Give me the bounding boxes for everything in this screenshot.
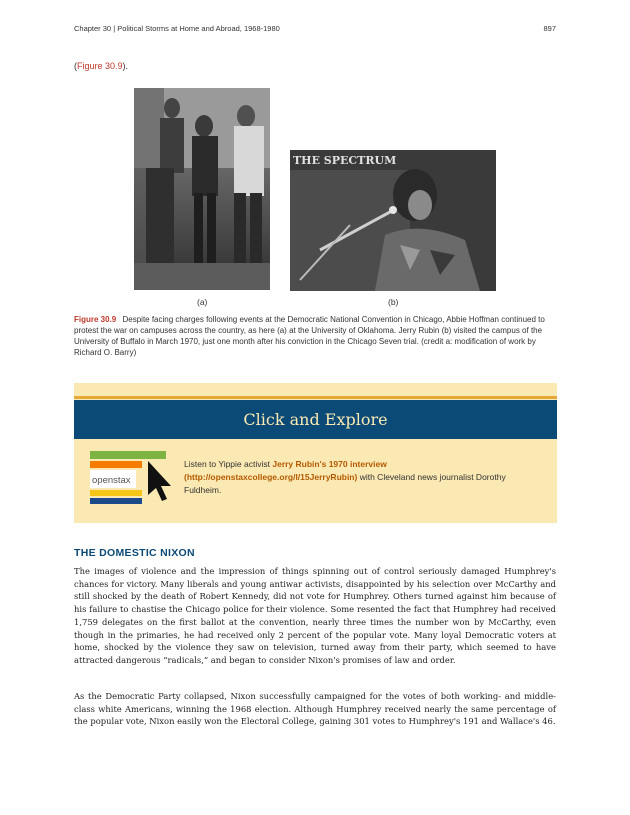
chapter-title: Chapter 30 | Political Storms at Home and Abroad, 1968-1980 [74,24,280,33]
figure-reference [74,61,128,71]
photo-abbie-hoffman-protest [134,88,270,290]
banner-stripe [74,396,557,399]
paragraph-2: As the Democratic Party collapsed, Nixon successfully campaigned for the votes of both working- and middle-class white Americans, winning the 1968 election. Although Humphrey received nearly the same percentage of the popular vote, Nixon easily won the Electoral College, gaining 301 votes to Humphrey's 191 and Wallace's 46. [74,691,556,727]
click-and-explore-box [74,383,557,523]
openstax-cursor-icon [90,451,180,505]
explore-text-after: with Cleveland news journalist Dorothy Fuldheim. [184,472,506,495]
openstax-logo-text: openstax [92,475,131,486]
click-and-explore-text [184,458,544,497]
jerry-rubin-interview-link[interactable]: Jerry Rubin's 1970 interview (http://openstaxcollege.org/l/15JerryRubin) [184,459,387,482]
figure-label-a: (a) [197,297,208,307]
figure-reference-link[interactable]: Figure 30.9 [77,61,123,71]
photo-jerry-rubin-buffalo [290,150,496,291]
paragraph-1: The images of violence and the impression of things spinning out of control seriously damaged Humphrey's chances for victory. Many liberals and young antiwar activists, disappointed by his selection over McCarthy and still shocked by the death of Robert Kennedy, did not vote for Humphrey. Others turned against him because of his failure to chastise the Chicago police for their violence. Some resented the fact that Humphrey had received 1,759 delegates on the first ballot at the convention, nearly three times the number won by McCarthy, even though in the primaries, he had received only 2 percent of the popular vote. Many loyal Democratic voters at home, shocked by the violence they saw on television, turned away from their party, which seemed to have attracted dangerous “radicals,” and began to consider Nixon's promises of law and order. [74,566,556,665]
section-title: THE DOMESTIC NIXON [74,547,195,559]
figure-caption-label: Figure 30.9 [74,315,117,324]
figure-reference-close: ). [122,61,129,71]
spectrum-masthead: THE SPECTRUM [293,154,397,167]
figure-reference-open: ( [74,61,77,71]
page-number: 897 [543,24,556,33]
explore-text-before: Listen to Yippie activist [184,459,273,469]
banner-title: Click and Explore [243,410,388,429]
figure-label-b: (b) [388,297,399,307]
figure-caption [74,314,554,358]
figure-caption-text: Despite facing charges following events at the Democratic National Convention in Chicago, Abbie Hoffman continued to protest the war on campuses across the country, as here (a) at the University of Oklahoma. Jerry Rubin (b) visited the campus of the University of Buffalo in March 1970, just one month after his conviction in the Chicago Seven trial. (credit a: modification of work by Richard O. Barry) [74,315,545,357]
